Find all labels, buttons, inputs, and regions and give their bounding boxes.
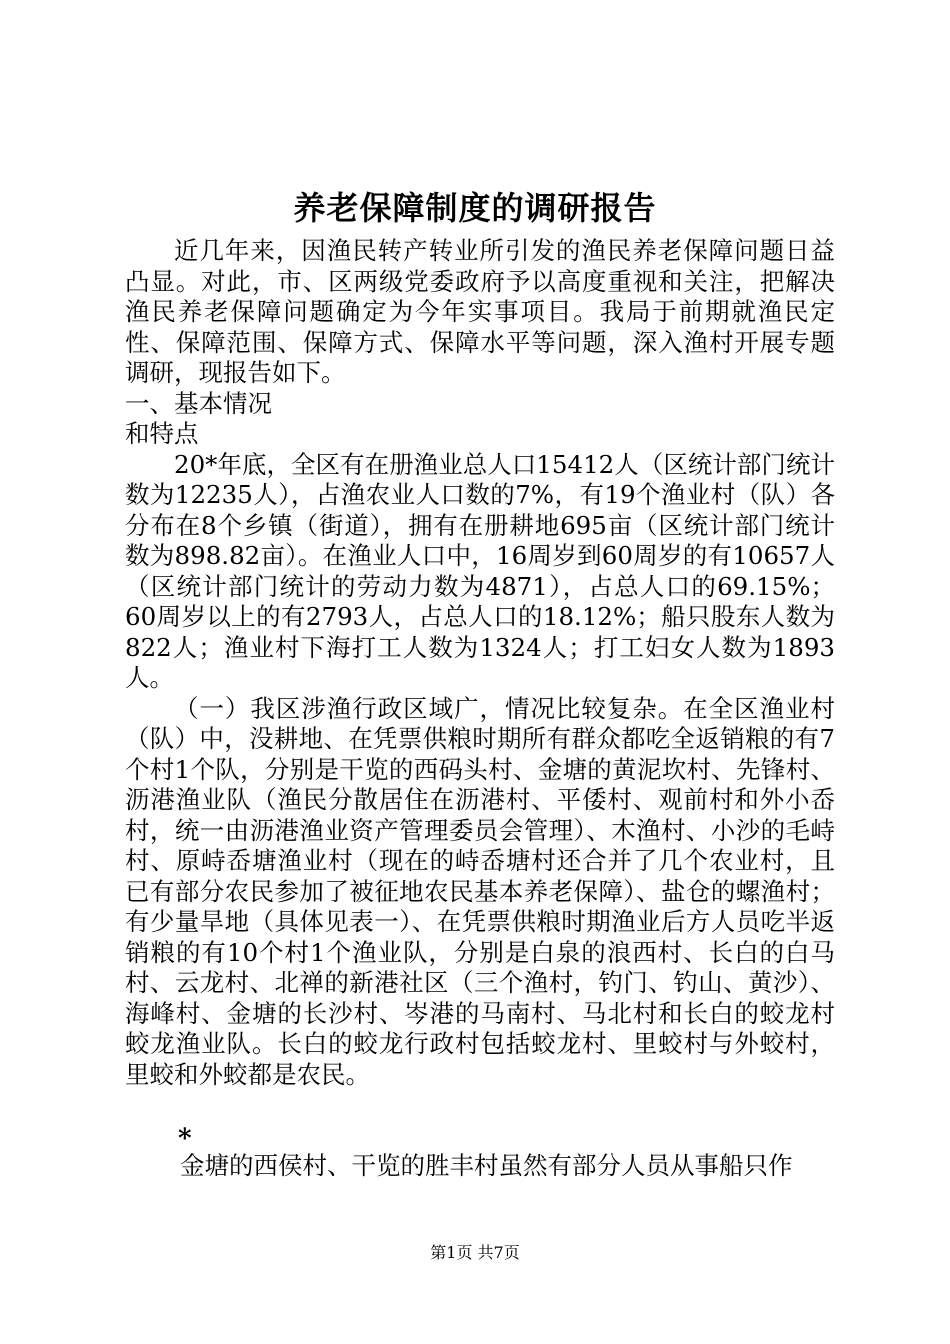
- section-heading: 一、基本情况: [125, 388, 272, 418]
- footnote-marker: *: [178, 1124, 192, 1154]
- document-title: 养老保障制度的调研报告: [293, 189, 657, 227]
- statistics-paragraph: 20*年底，全区有在册渔业总人口15412人（区统计部门统计数为12235人），占渔农业人口数的7%，有19个渔业村（队）各分布在8个乡镇（街道），拥有在册耕地695亩（区统计部门统计数为898.82亩）。在渔业人口中，16周岁到60周岁的有10657人（区统计部门统计的劳动力数为4871），占总人口的69.15%；60周岁以上的有2793人，占总人口的18.12%；船只股东人数为822人；渔业村下海打工人数为1324人；打工妇女人数为1893人。: [125, 449, 835, 692]
- subsection-paragraph: （一）我区涉渔行政区域广，情况比较复杂。在全区渔业村（队）中，没耕地、在凭票供粮时期所有群众都吃全返销粮的有7个村1个队，分别是干览的西码头村、金塘的黄泥坎村、先锋村、沥港渔业队（渔民分散居住在沥港村、平倭村、观前村和外小岙村，统一由沥港渔业资产管理委员会管理）、木渔村、小沙的毛峙村、原峙岙塘渔业村（现在的峙岙塘村还合并了几个农业村，且已有部分农民参加了被征地农民基本养老保障）、盐仓的螺渔村；有少量旱地（具体见表一）、在凭票供粮时期渔业后方人员吃半返销粮的有10个村1个渔业队，分别是白泉的浪西村、长白的白马村、云龙村、北禅的新港社区（三个渔村，钓门、钓山、黄沙）、海峰村、金塘的长沙村、岑港的马南村、马北村和长白的蛟龙村蛟龙渔业队。长白的蛟龙行政村包括蛟龙村、里蛟村与外蛟村，里蛟和外蛟都是农民。: [125, 693, 835, 1089]
- page-number-footer: 第1页 共7页: [430, 1243, 520, 1262]
- intro-paragraph: 近几年来，因渔民转产转业所引发的渔民养老保障问题日益凸显。对此，市、区两级党委政府予以高度重视和关注，把解决渔民养老保障问题确定为今年实事项目。我局于前期就渔民定性、保障范围、保障方式、保障水平等问题，深入渔村开展专题调研，现报告如下。: [125, 236, 835, 387]
- section-heading-continued: 和特点: [125, 419, 199, 448]
- document-body: [125, 236, 835, 1090]
- footnote-text: 金塘的西侯村、干览的胜丰村虽然有部分人员从事船只作: [180, 1151, 793, 1180]
